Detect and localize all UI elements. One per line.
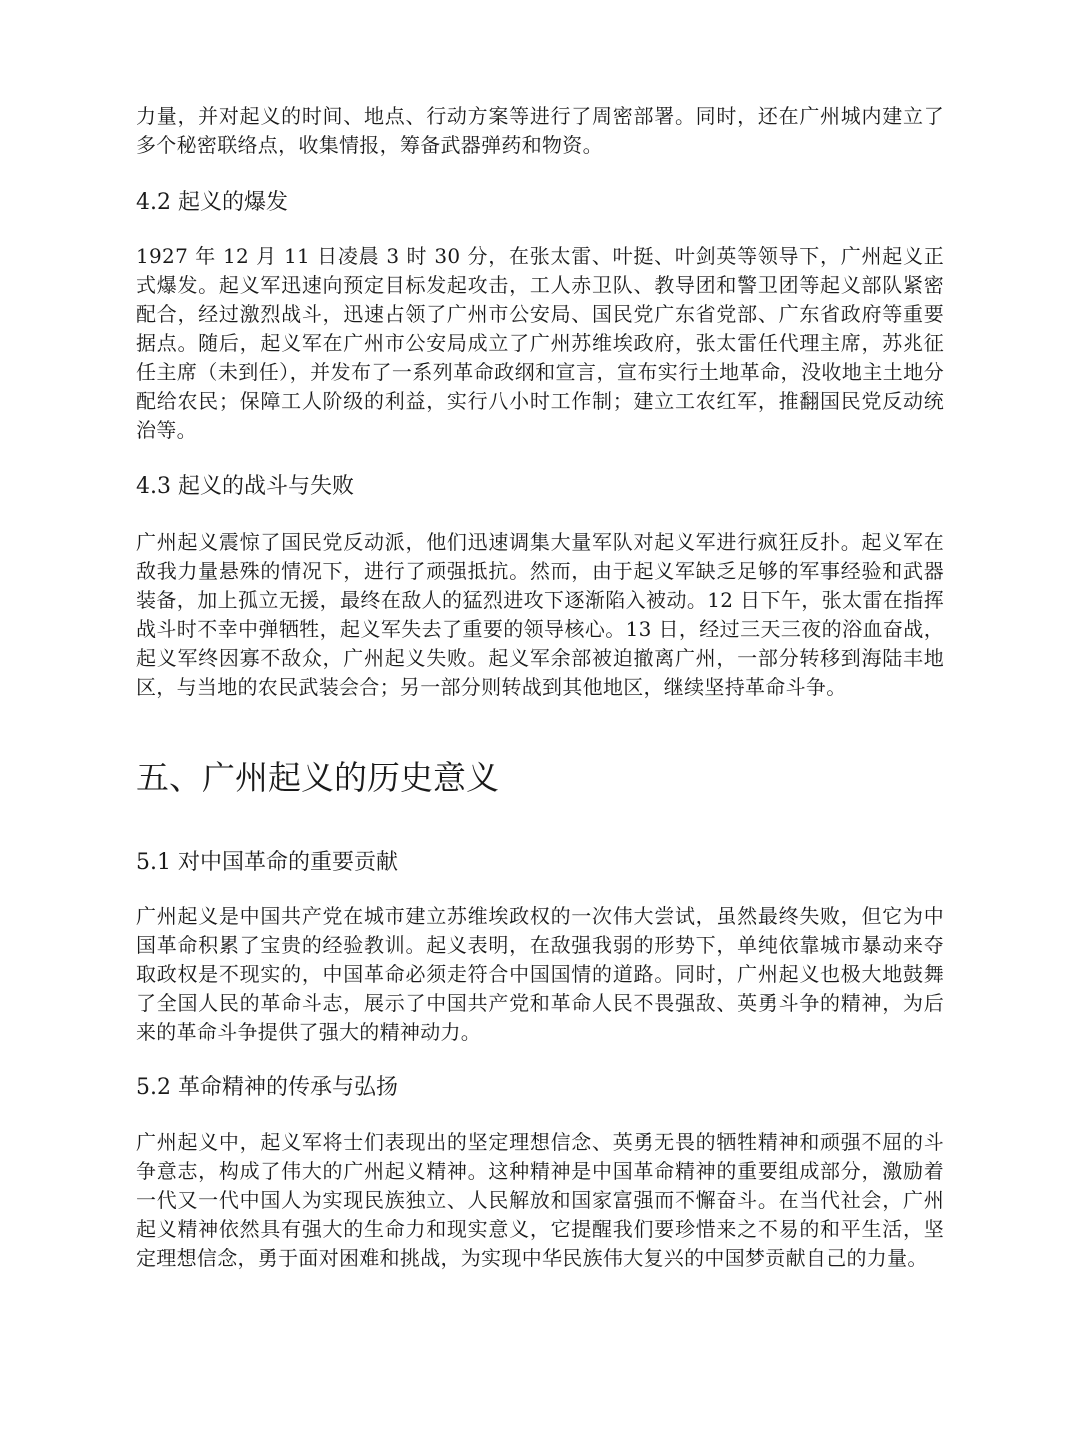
paragraph-4-2: 1927 年 12 月 11 日凌晨 3 时 30 分，在张太雷、叶挺、叶剑英等领导下，广州起义正式爆发。起义军迅速向预定目标发起攻击，工人赤卫队、教导团和警卫团等起义部队紧密配合，经过激烈战斗，迅速占领了广州市公安局、国民党广东省党部、广东省政府等重要据点。随后，起义军在广州市公安局成立了广州苏维埃政府，张太雷任代理主席，苏兆征任主席（未到任），并发布了一系列革命政纲和宣言，宣布实行土地革命，没收地主土地分配给农民；保障工人阶级的利益，实行八小时工作制；建立工农红军，推翻国民党反动统治等。 [136, 244, 944, 442]
heading-section-5: 五、广州起义的历史意义 [136, 758, 499, 797]
heading-5-2: 5.2 革命精神的传承与弘扬 [136, 1075, 398, 1100]
paragraph-5-2: 广州起义中，起义军将士们表现出的坚定理想信念、英勇无畏的牺牲精神和顽强不屈的斗争意志，构成了伟大的广州起义精神。这种精神是中国革命精神的重要组成部分，激励着一代又一代中国人为实现民族独立、人民解放和国家富强而不懈奋斗。在当代社会，广州起义精神依然具有强大的生命力和现实意义，它提醒我们要珍惜来之不易的和平生活，坚定理想信念，勇于面对困难和挑战，为实现中华民族伟大复兴的中国梦贡献自己的力量。 [136, 1130, 944, 1270]
heading-4-2: 4.2 起义的爆发 [136, 190, 288, 215]
heading-4-3: 4.3 起义的战斗与失败 [136, 474, 354, 499]
paragraph-4-3: 广州起义震惊了国民党反动派，他们迅速调集大量军队对起义军进行疯狂反扑。起义军在敌我力量悬殊的情况下，进行了顽强抵抗。然而，由于起义军缺乏足够的军事经验和武器装备，加上孤立无援，最终在敌人的猛烈进攻下逐渐陷入被动。12 日下午，张太雷在指挥战斗时不幸中弹牺牲，起义军失去了重要的领导核心。13 日，经过三天三夜的浴血奋战，起义军终因寡不敌众，广州起义失败。起义军余部被迫撤离广州，一部分转移到海陆丰地区，与当地的农民武装会合；另一部分则转战到其他地区，继续坚持革命斗争。 [136, 530, 944, 699]
paragraph-5-1: 广州起义是中国共产党在城市建立苏维埃政权的一次伟大尝试，虽然最终失败，但它为中国革命积累了宝贵的经验教训。起义表明，在敌强我弱的形势下，单纯依靠城市暴动来夺取政权是不现实的，中国革命必须走符合中国国情的道路。同时，广州起义也极大地鼓舞了全国人民的革命斗志，展示了中国共产党和革命人民不畏强敌、英勇斗争的精神，为后来的革命斗争提供了强大的精神动力。 [136, 904, 944, 1044]
heading-5-1: 5.1 对中国革命的重要贡献 [136, 850, 398, 875]
paragraph-intro: 力量，并对起义的时间、地点、行动方案等进行了周密部署。同时，还在广州城内建立了多个秘密联络点，收集情报，筹备武器弹药和物资。 [136, 104, 944, 157]
